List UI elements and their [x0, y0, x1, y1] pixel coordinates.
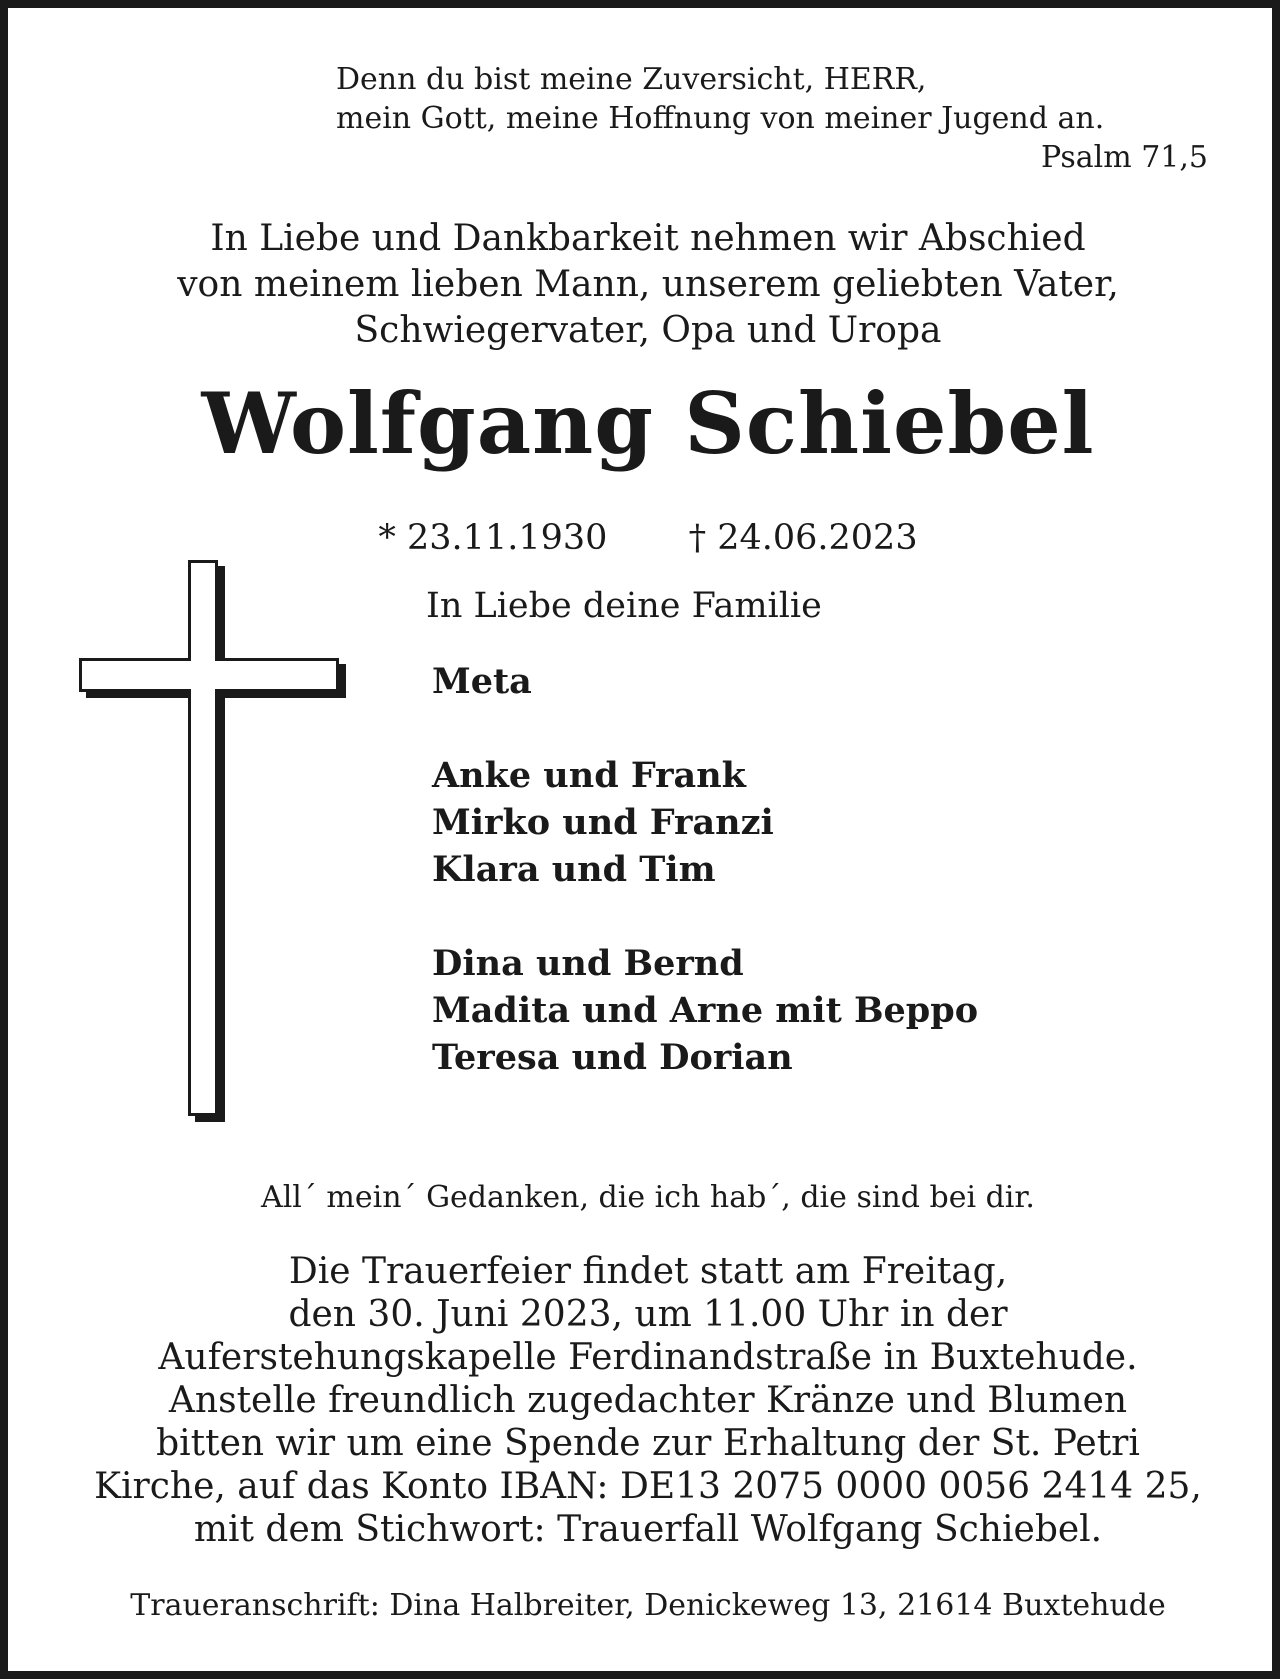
service-line: den 30. Juni 2023, um 11.00 Uhr in der	[288, 1294, 1008, 1335]
family-group	[432, 658, 978, 705]
intro-line: In Liebe und Dankbarkeit nehmen wir Abschied	[210, 218, 1086, 259]
memorial-quote: All´ mein´ Gedanken, die ich hab´, die sind bei dir.	[261, 1180, 1035, 1215]
bible-verse	[328, 60, 1208, 177]
verse-line-1: Denn du bist meine Zuversicht, HERR,	[336, 62, 927, 97]
life-dates	[8, 516, 1280, 560]
farewell-intro	[8, 216, 1280, 354]
service-line: Anstelle freundlich zugedachter Kränze und Blumen	[168, 1380, 1128, 1421]
family-member: Klara und Tim	[432, 849, 716, 890]
death-date: † 24.06.2023	[688, 518, 918, 558]
family-group	[432, 940, 978, 1081]
service-line: bitten wir um eine Spende zur Erhaltung der St. Petri	[156, 1423, 1140, 1464]
family-intro: In Liebe deine Familie	[426, 586, 822, 626]
family-member: Mirko und Franzi	[432, 802, 774, 843]
family-member: Anke und Frank	[432, 755, 746, 796]
verse-line-2: mein Gott, meine Hoffnung von meiner Jugend an.	[336, 101, 1105, 136]
family-member: Dina und Bernd	[432, 943, 744, 984]
family-member: Madita und Arne mit Beppo	[432, 990, 979, 1031]
service-line: Auferstehungskapelle Ferdinandstraße in Buxtehude.	[158, 1337, 1138, 1378]
service-line: Kirche, auf das Konto IBAN: DE13 2075 0000 0056 2414 25,	[94, 1466, 1202, 1507]
family-member: Teresa und Dorian	[432, 1037, 793, 1078]
birth-date: * 23.11.1930	[378, 518, 608, 558]
family-group	[432, 752, 978, 893]
family-member: Meta	[432, 661, 532, 702]
mourning-address: Traueranschrift: Dina Halbreiter, Denickeweg 13, 21614 Buxtehude	[130, 1588, 1166, 1623]
intro-line: Schwiegervater, Opa und Uropa	[354, 310, 942, 351]
service-line: Die Trauerfeier findet statt am Freitag,	[288, 1251, 1008, 1292]
funeral-service-info	[8, 1250, 1280, 1551]
verse-reference: Psalm 71,5	[1040, 140, 1208, 175]
family-members	[432, 658, 978, 1081]
latin-cross-icon	[78, 560, 358, 1130]
deceased-name: Wolfgang Schiebel	[201, 374, 1095, 473]
intro-line: von meinem lieben Mann, unserem geliebten Vater,	[177, 264, 1119, 305]
service-line: mit dem Stichwort: Trauerfall Wolfgang Schiebel.	[193, 1509, 1103, 1550]
